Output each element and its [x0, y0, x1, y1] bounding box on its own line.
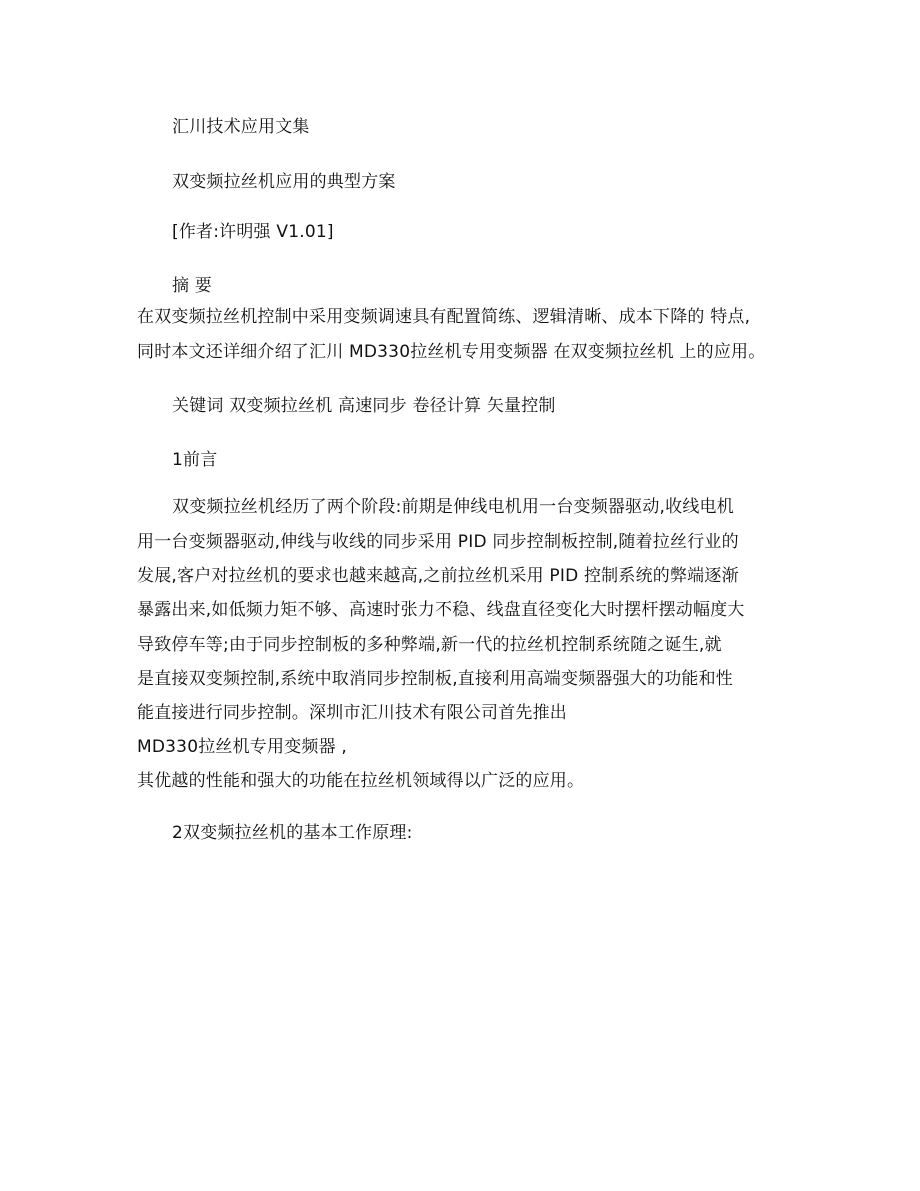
author-line: [作者:许明强 V1.01]	[172, 222, 334, 242]
section-1-line-6: 是直接双变频控制,系统中取消同步控制板,直接利用高端变频器强大的功能和性	[137, 669, 734, 689]
section-1-line-3: 发展,客户对拉丝机的要求也越来越高,之前拉丝机采用 PID 控制系统的弊端逐渐	[137, 566, 739, 586]
abstract-line-1: 在双变频拉丝机控制中采用变频调速具有配置简练、逻辑清晰、成本下降的 特点,	[137, 307, 751, 327]
section-2-heading: 2双变频拉丝机的基本工作原理:	[172, 823, 413, 843]
collection-title: 汇川技术应用文集	[172, 117, 310, 137]
keywords-line: 关键词 双变频拉丝机 高速同步 卷径计算 矢量控制	[172, 396, 556, 416]
abstract-heading: 摘 要	[172, 276, 213, 296]
section-1-line-1: 双变频拉丝机经历了两个阶段:前期是伸线电机用一台变频器驱动,收线电机	[172, 497, 734, 517]
section-1-line-8: MD330拉丝机专用变频器 ,	[137, 737, 348, 757]
section-1-line-9: 其优越的性能和强大的功能在拉丝机领域得以广泛的应用。	[137, 771, 585, 791]
section-1-line-4: 暴露出来,如低频力矩不够、高速时张力不稳、线盘直径变化大时摆杆摆动幅度大	[137, 600, 745, 620]
section-1-heading: 1前言	[172, 450, 218, 470]
document-title: 双变频拉丝机应用的典型方案	[172, 172, 396, 192]
abstract-line-2: 同时本文还详细介绍了汇川 MD330拉丝机专用变频器 在双变频拉丝机 上的应用。	[137, 342, 766, 362]
section-1-line-5: 导致停车等;由于同步控制板的多种弊端,新一代的拉丝机控制系统随之诞生,就	[137, 635, 722, 655]
section-1-line-7: 能直接进行同步控制。深圳市汇川技术有限公司首先推出	[137, 703, 567, 723]
section-1-line-2: 用一台变频器驱动,伸线与收线的同步采用 PID 同步控制板控制,随着拉丝行业的	[137, 532, 739, 552]
